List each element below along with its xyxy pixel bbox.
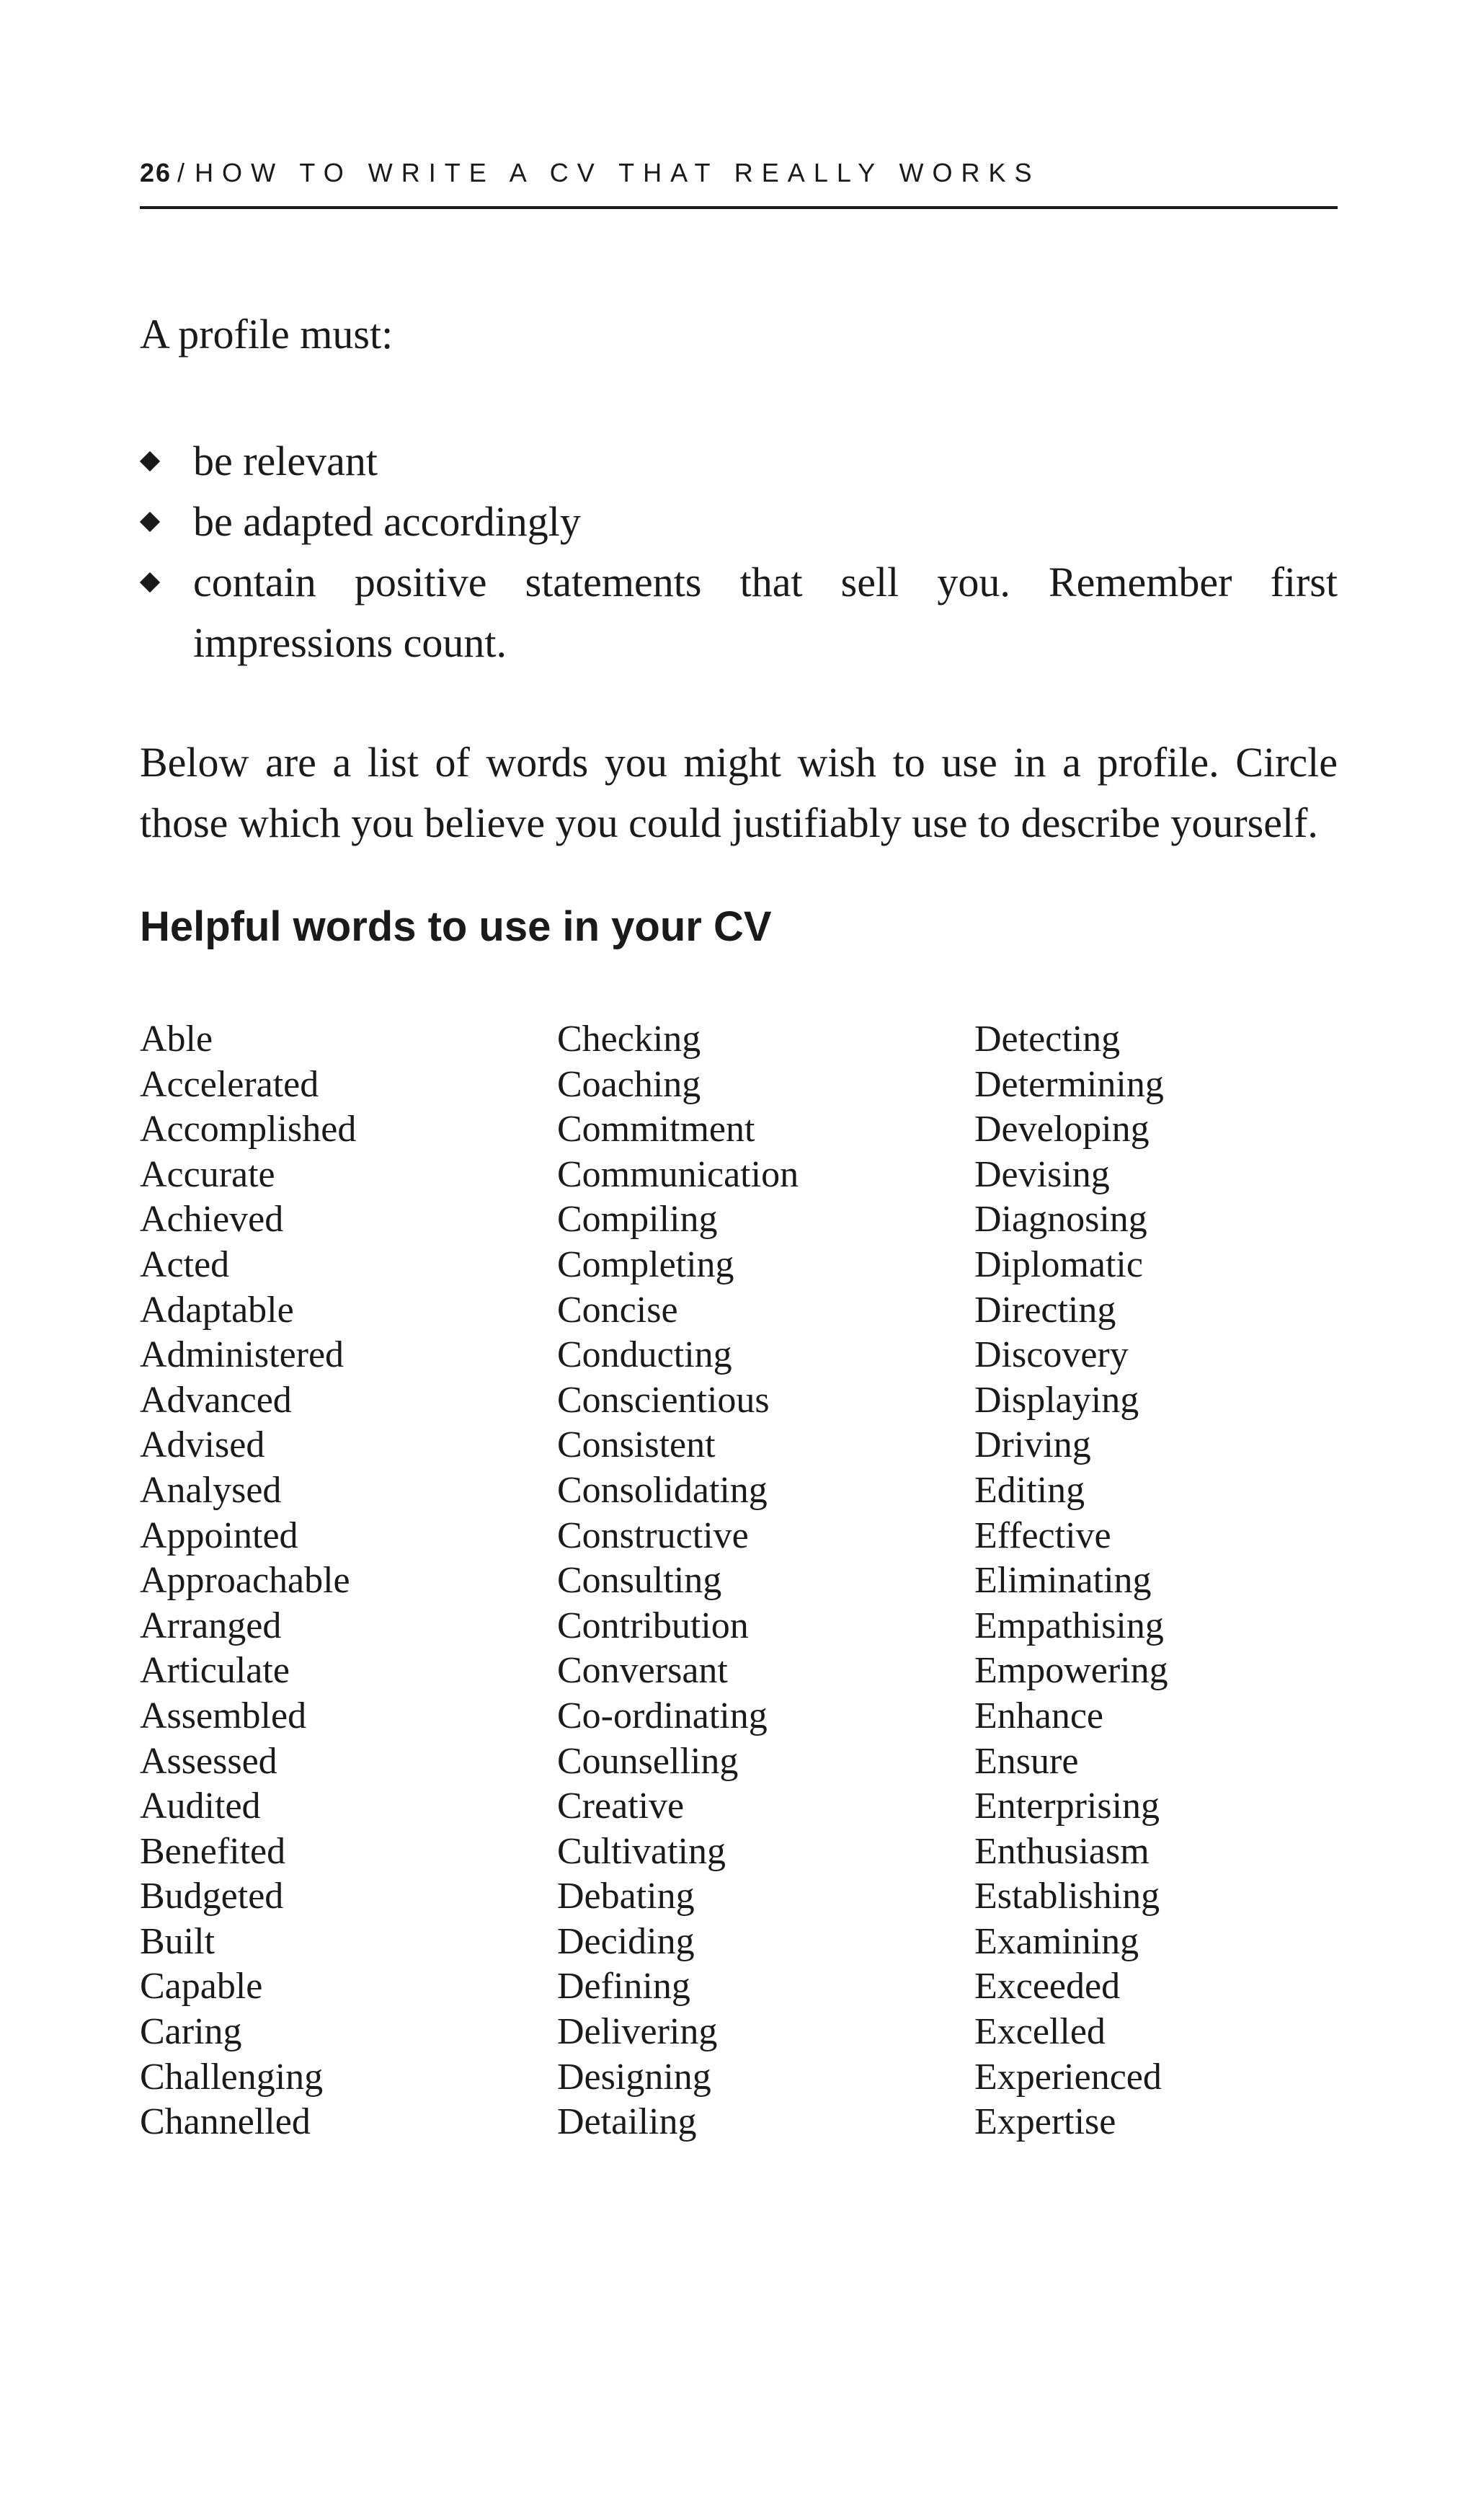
word-item: Effective <box>974 1514 1111 1556</box>
word-column-3 <box>974 1017 1168 2145</box>
section-heading: Helpful words to use in your CV <box>140 903 772 950</box>
word-item: Driving <box>974 1424 1091 1466</box>
word-item: Administered <box>140 1334 344 1376</box>
bullet-text: be adapted accordingly <box>193 498 581 545</box>
word-item: Editing <box>974 1469 1085 1511</box>
word-item: Establishing <box>974 1876 1160 1917</box>
word-item: Accelerated <box>140 1063 319 1105</box>
bullet-item <box>140 492 1338 552</box>
word-item: Excelled <box>974 2011 1106 2053</box>
word-item: Built <box>140 1920 215 1962</box>
word-item: Detailing <box>557 2101 697 2143</box>
word-item: Channelled <box>140 2101 311 2143</box>
word-item: Constructive <box>557 1514 749 1556</box>
word-item: Concise <box>557 1289 678 1331</box>
word-item: Approachable <box>140 1560 350 1602</box>
word-item: Discovery <box>974 1334 1129 1376</box>
word-item: Commitment <box>557 1109 755 1150</box>
word-item: Empowering <box>974 1650 1168 1692</box>
word-item: Accomplished <box>140 1109 357 1150</box>
word-item: Arranged <box>140 1605 282 1646</box>
word-item: Directing <box>974 1289 1116 1331</box>
word-item: Contribution <box>557 1605 749 1646</box>
word-item: Counselling <box>557 1740 739 1782</box>
diamond-bullet-icon <box>140 572 160 593</box>
header-separator: / <box>177 158 191 187</box>
book-title: HOW TO WRITE A CV THAT REALLY WORKS <box>195 158 1041 187</box>
word-item: Consolidating <box>557 1469 768 1511</box>
word-item: Advanced <box>140 1379 292 1421</box>
bullet-text: contain positive statements that sell you. Remember first impressions count. <box>193 559 1338 666</box>
word-item: Communication <box>557 1153 799 1195</box>
word-item: Analysed <box>140 1469 282 1511</box>
word-item: Diagnosing <box>974 1199 1147 1241</box>
word-item: Budgeted <box>140 1876 284 1917</box>
word-item: Advised <box>140 1424 265 1466</box>
word-item: Expertise <box>974 2101 1116 2143</box>
word-item: Coaching <box>557 1063 701 1105</box>
word-item: Designing <box>557 2056 711 2098</box>
word-item: Adaptable <box>140 1289 294 1331</box>
word-item: Enhance <box>974 1695 1104 1736</box>
word-item: Defining <box>557 1966 690 2007</box>
word-item: Achieved <box>140 1199 284 1241</box>
word-item: Assembled <box>140 1695 307 1736</box>
word-item: Challenging <box>140 2056 324 2098</box>
word-item: Checking <box>557 1019 701 1060</box>
running-header <box>140 160 1338 186</box>
word-item: Caring <box>140 2011 242 2053</box>
instruction-paragraph: Below are a list of words you might wish to use in a profile. Circle those which you believe you could justifiably use to describe yourself. <box>140 739 1338 846</box>
word-item: Conscientious <box>557 1379 770 1421</box>
word-item: Articulate <box>140 1650 290 1692</box>
word-item: Enthusiasm <box>974 1830 1150 1872</box>
word-column-2 <box>557 1017 799 2145</box>
word-item: Displaying <box>974 1379 1139 1421</box>
word-item: Determining <box>974 1063 1164 1105</box>
diamond-bullet-icon <box>140 512 160 532</box>
page-number: 26 <box>140 158 172 187</box>
word-item: Empathising <box>974 1605 1164 1646</box>
bullet-list <box>140 431 1338 673</box>
bullet-text: be relevant <box>193 438 378 484</box>
word-item: Accurate <box>140 1153 275 1195</box>
word-item: Detecting <box>974 1019 1121 1060</box>
word-item: Enterprising <box>974 1785 1160 1827</box>
word-item: Consistent <box>557 1424 716 1466</box>
word-item: Diplomatic <box>974 1243 1143 1285</box>
word-item: Compiling <box>557 1199 718 1241</box>
intro-text: A profile must: <box>140 311 394 358</box>
word-item: Ensure <box>974 1740 1079 1782</box>
word-item: Examining <box>974 1920 1139 1962</box>
word-item: Co-ordinating <box>557 1695 768 1736</box>
word-item: Completing <box>557 1243 734 1285</box>
word-item: Exceeded <box>974 1966 1121 2007</box>
bullet-item <box>140 431 1338 492</box>
word-item: Conversant <box>557 1650 728 1692</box>
diamond-bullet-icon <box>140 451 160 471</box>
word-item: Deciding <box>557 1920 695 1962</box>
word-item: Experienced <box>974 2056 1162 2098</box>
word-item: Creative <box>557 1785 685 1827</box>
word-item: Consulting <box>557 1560 722 1602</box>
word-item: Cultivating <box>557 1830 726 1872</box>
word-column-1 <box>140 1017 356 2145</box>
word-item: Conducting <box>557 1334 732 1376</box>
word-item: Delivering <box>557 2011 718 2053</box>
word-item: Benefited <box>140 1830 286 1872</box>
header-rule <box>140 206 1338 209</box>
word-item: Capable <box>140 1966 263 2007</box>
word-item: Developing <box>974 1109 1150 1150</box>
word-item: Devising <box>974 1153 1110 1195</box>
word-item: Eliminating <box>974 1560 1152 1602</box>
bullet-item <box>140 552 1338 673</box>
word-item: Debating <box>557 1876 695 1917</box>
word-item: Assessed <box>140 1740 277 1782</box>
word-item: Acted <box>140 1243 230 1285</box>
word-item: Audited <box>140 1785 261 1827</box>
word-item: Able <box>140 1019 213 1060</box>
word-item: Appointed <box>140 1514 298 1556</box>
